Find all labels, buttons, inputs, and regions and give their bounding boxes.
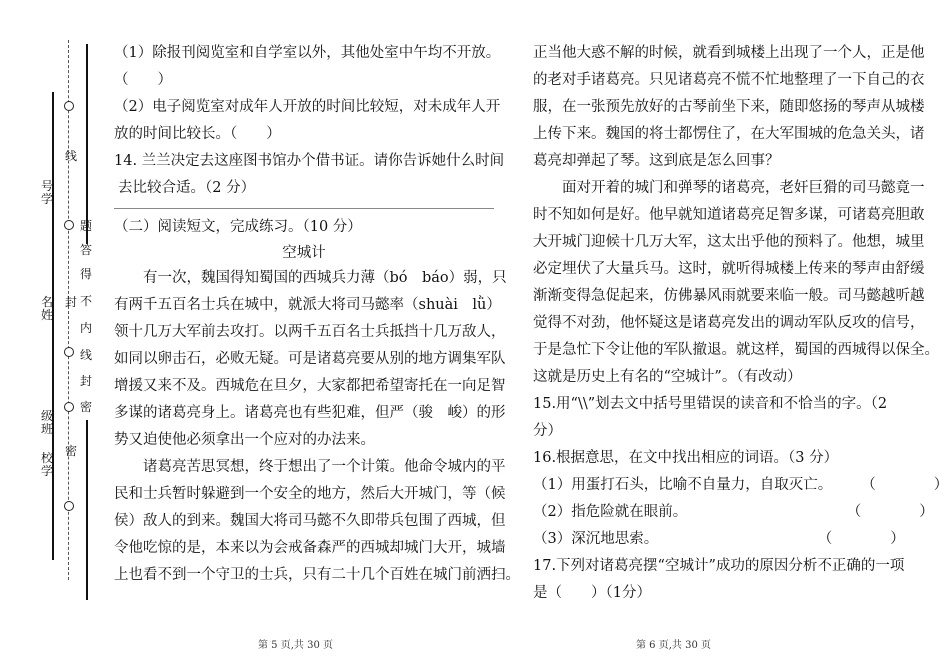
answer-blank: （ ） [114, 72, 172, 88]
binding-label-mi: 密 [79, 400, 92, 414]
question-line: （1）除报刊阅览室和自学室以外，其他处室中午均不开放。 [114, 45, 501, 61]
story-line: 侯）敌人的到来。魏国大将司马懿不久即带兵包围了西城，但 [114, 513, 506, 529]
story-title: 空城计 [282, 245, 326, 261]
story-line: 有两千五百名士兵在城中，就派大将司马懿率（shuài lǜ） [114, 297, 501, 313]
story-line: 多谋的诸葛亮身上。诸葛亮也有些犯难，但严（骏 峻）的形 [114, 405, 506, 421]
story-line: 大开城门迎候十几万大军，这太出乎他的预料了。他想，城里 [533, 234, 925, 250]
binding-label-mi-lower: 密 [64, 444, 77, 458]
question-17: 17.下列对诸葛亮摆“空城计”成功的原因分析不正确的一项 [533, 558, 905, 574]
binding-rule-lower [86, 420, 88, 600]
story-line: 增援又来不及。西城危在旦夕，大家都把希望寄托在一向足智 [114, 378, 506, 394]
question-14: 14. 兰兰决定去这座图书馆办个借书证。请你告诉她什么时间 [114, 153, 505, 169]
right-column [533, 40, 949, 607]
binding-margin [0, 0, 100, 658]
binding-rule-upper [86, 44, 88, 244]
story-line: 民和士兵暂时躲避到一个安全的地方，然后大开城门，等（候 [114, 486, 506, 502]
binding-label-feng: 封 [79, 374, 92, 388]
page-footer-left: 第 5 页,共 30 页 [258, 640, 333, 651]
story-line: 的老对手诸葛亮。只见诸葛亮不慌不忙地整理了一下自己的衣 [533, 72, 925, 88]
section-divider [114, 208, 494, 209]
binding-circle [64, 347, 74, 357]
binding-circle [64, 501, 74, 511]
question-15-cont: 分） [533, 423, 562, 439]
story-line: 有一次，魏国得知蜀国的西城兵力薄（bó báo）弱，只 [143, 270, 507, 286]
question-line: （2）电子阅览室对成年人开放的时间比较短，对未成年人开 [114, 99, 501, 115]
binding-label-xian: 线 [64, 149, 77, 163]
story-line: 葛亮却弹起了琴。这到底是怎么回事？ [533, 153, 780, 169]
story-line: 必定埋伏了大量兵马。这时，就听得城楼上传来的琴声由舒缓 [533, 261, 925, 277]
binding-rule-left [52, 92, 54, 560]
question-15: 15.用“\\”划去文中括号里错误的读音和不恰当的字。（2 [533, 396, 888, 412]
binding-circle [64, 402, 74, 412]
question-16: 16.根据意思，在文中找出相应的词语。（3 分） [533, 450, 839, 466]
binding-circle [64, 101, 74, 111]
story-line: 上传下来。魏国的将士都愣住了，在大军围城的危急关头，诸 [533, 126, 925, 142]
binding-label-xiaoxue: 校 学 [40, 451, 53, 478]
story-line: 于是急忙下令让他的军队撤退。就这样，蜀国的西城得以保全。 [533, 342, 939, 358]
question-line: 放的时间比较长。（ ） [114, 126, 281, 142]
question-16-item: （2）指危险就在眼前。 （ ） [533, 504, 934, 520]
binding-label-ti: 题 [79, 219, 92, 233]
question-14-cont: 去比较合适。（2 分） [118, 180, 256, 196]
story-line: 觉得不对劲，他怀疑这是诸葛亮发出的调动军队反攻的信号， [533, 315, 925, 331]
binding-label-de: 得 [79, 267, 92, 281]
section-heading: （二）阅读短文，完成练习。（10 分） [114, 219, 362, 235]
page-footer-right: 第 6 页,共 30 页 [636, 640, 711, 651]
left-column [114, 40, 520, 589]
story-line: 服，在一张预先放好的古琴前坐下来，随即悠扬的琴声从城楼 [533, 99, 925, 115]
story-line: 上也看不到一个守卫的士兵，只有二十几个百姓在城门前洒扫。 [114, 567, 520, 583]
binding-label-haoxue: 号 学 [40, 179, 53, 206]
binding-label-jiban: 级 班 [40, 409, 53, 436]
binding-label-bu: 不 [79, 294, 92, 308]
binding-circle [64, 220, 74, 230]
question-16-item: （3）深沉地思索。 （ ） [533, 531, 905, 547]
binding-dashed-line [68, 40, 69, 580]
story-line: 诸葛亮苦思冥想，终于想出了一个计策。他命令城内的平 [143, 459, 506, 475]
story-line: 势又迫使他必须拿出一个应对的办法来。 [114, 432, 375, 448]
story-line: 时不知如何是好。他早就知道诸葛亮足智多谋，可诸葛亮胆敢 [533, 207, 925, 223]
question-17-cont: 是（ ）（1分） [533, 585, 651, 601]
binding-label-nei: 内 [79, 321, 92, 335]
story-line: 面对开着的城门和弹琴的诸葛亮，老奸巨猾的司马懿竟一 [562, 180, 925, 196]
binding-label-xian2: 线 [79, 348, 92, 362]
story-line: 领十几万大军前去攻打。以两千五百名士兵抵挡十几万敌人， [114, 324, 506, 340]
binding-label-da: 答 [79, 243, 92, 257]
story-line: 如同以卵击石，必败无疑。可是诸葛亮要从别的地方调集军队 [114, 351, 506, 367]
story-line: 这就是历史上有名的“空城计”。（有改动） [533, 369, 802, 385]
question-16-item: （1）用蛋打石头，比喻不自量力，自取灭亡。 （ ） [533, 477, 949, 493]
binding-label-feng-left: 封 [64, 295, 77, 309]
story-line: 渐渐变得急促起来，仿佛暴风雨就要来临一般。司马懿越听越 [533, 288, 925, 304]
binding-label-mingxing: 名 姓 [40, 295, 53, 322]
story-line: 令他吃惊的是，本来以为会戒备森严的西城却城门大开，城墙 [114, 540, 506, 556]
story-line: 正当他大惑不解的时候，就看到城楼上出现了一个人，正是他 [533, 45, 925, 61]
